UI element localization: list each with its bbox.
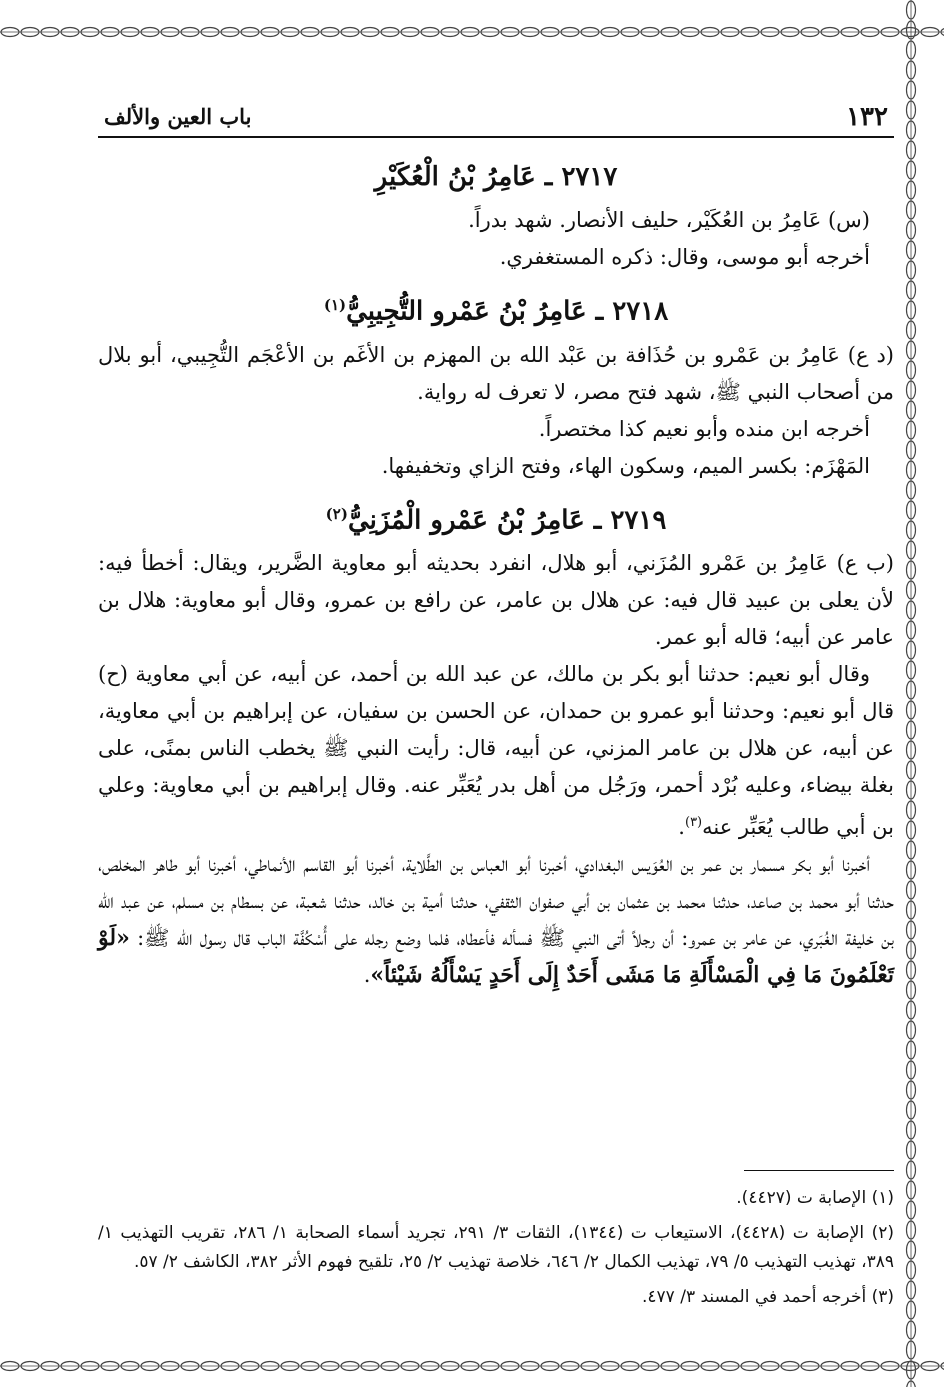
header-rule: [98, 136, 894, 138]
entry-title-2719: ٢٧١٩ ـ عَامِرُ بْنُ عَمْرو الْمُزَنِيُّ$^{(٢)}$: [325, 504, 667, 536]
hadith-quote: «لَوْ تَعْلَمُونَ مَا فِي الْمَسْأَلَةِ مَا مَشَى أَحَدٌ إِلَى أَحَدٍ يَسْأَلُهُ شَيْئاً»: [98, 925, 894, 989]
footnote-ref-3: (٣): [684, 815, 703, 831]
entry-paragraph: أخرجه أبو موسى، وقال: ذكره المستغفري.: [499, 245, 870, 269]
entry-paragraph: (ب ع) عَامِرُ بن عَمْرو المُزَني، أبو هلال، انفرد بحديثه أبو معاوية الضَّرير، ويقال: أخطأ فيه: لأن يعلى بن عبيد قال فيه: عن هلال بن عامر، عن رافع بن عمرو، وقال أبو معاوية: هلال بن عامر عن أبيه؛ قاله أبو عمر.: [98, 551, 894, 650]
decorative-border-bottom: [0, 1358, 944, 1374]
chapter-title: باب العين والألف: [104, 104, 252, 129]
entry-paragraph: (د ع) عَامِرُ بن عَمْرو بن حُذَافة بن عَبْد الله بن المهزم بن الأغَم بن الأعْجَم التُّجِيبي، أبو بلال من أصحاب النبي ﷺ، شهد فتح مصر، لا تعرف له رواية.: [98, 342, 894, 404]
decorative-border-top: [0, 24, 944, 40]
book-page: [98, 96, 894, 1346]
entry-paragraph: أخرجه ابن منده وأبو نعيم كذا مختصراً.: [538, 416, 870, 441]
decorative-border-right: [903, 0, 919, 1387]
entry-paragraph: المَهْزَم: بكسر الميم، وسكون الهاء، وفتح الزاي وتخفيفها.: [381, 453, 870, 478]
running-head: [98, 96, 894, 136]
entry-title-2718: ٢٧١٨ ـ عَامِرُ بْنُ عَمْرو التُّجِيبِيُّ$^{(١)}$: [323, 296, 669, 327]
footnote-3: (٣) أخرجه أحمد في المسند ٣/ ٤٧٧.: [642, 1287, 894, 1307]
entry-paragraph: (س) عَامِرُ بن العُكَيْر، حليف الأنصار. شهد بدراً.: [468, 208, 870, 232]
footnote-ref-2: (٢): [325, 504, 348, 523]
footnote-1: (١) الإصابة ت (٤٤٢٧).: [736, 1188, 894, 1208]
footnote-2: (٢) الإصابة ت (٤٤٢٨)، الاستيعاب ت (١٣٤٤)، الثقات ٣/ ٢٩١، تجريد أسماء الصحابة ١/ ٢٨٦، تقريب التهذيب ١/ ٣٨٩، تهذيب التهذيب ٥/ ٧٩، تهذيب الكمال ٢/ ٦٤٦، خلاصة تهذيب ٢/ ٢٥، تلقيح فهوم الأثر ٣٨٢، الكاشف ٢/ ٥٧.: [98, 1223, 894, 1272]
footnote-ref-1: (١): [323, 296, 347, 314]
page-number: ١٣٢: [846, 102, 888, 132]
footnote-rule: [744, 1170, 894, 1171]
entry-paragraph: وقال أبو نعيم: حدثنا أبو بكر بن مالك، عن عبد الله بن أحمد، عن أبيه، عن أبي معاوية (ح) قال أبو نعيم: وحدثنا أبو عمرو بن حمدان، عن الحسن بن سفيان، عن إبراهيم بن أبي معاوية، عن أبيه، عن هلال بن عامر المزني، عن أبيه، قال: رأيت النبي ﷺ يخطب الناس بمنًى، على بغلة بيضاء، وعليه بُرْد أحمر، ورَجُل من أهل بدر يُعَبِّر عنه. وقال إبراهيم بن أبي معاوية: وعلي بن أبي طالب يُعَبِّر عنه$^{(٣)}$.: [98, 662, 894, 840]
entry-title-2717: ٢٧١٧ ـ عَامِرُ بْنُ الْعُكَيْرِ: [374, 162, 618, 192]
footnotes: [98, 1184, 894, 1318]
entry-paragraph: أخبرنا أبو بكر مسمار بن عمر بن العُوَيس البغدادي، أخبرنا أبو العباس بن الطَّلاية، أخبرنا أبو القاسم الأنماطي، أخبرنا أبو طاهر المخلص، حدثنا أبو محمد بن صاعد، حدثنا محمد بن عثمان بن أبي صفوان الثقفي، حدثنا أمية بن خالد، حدثنا شعبة، عن بسطام بن مسلم، عن عبد الله بن خليفة الغُبَري، عن عامر بن عمرو: أن رجلاً أتى النبي ﷺ فسأله فأعطاه، فلما وضع رجله على أُسْكُفَّة الباب قال رسول الله ﷺ: «لَوْ تَعْلَمُونَ مَا فِي الْمَسْأَلَةِ مَا مَشَى أَحَدٌ إِلَى أَحَدٍ يَسْأَلُهُ شَيْئاً».: [98, 852, 894, 989]
page-body: [98, 148, 894, 994]
